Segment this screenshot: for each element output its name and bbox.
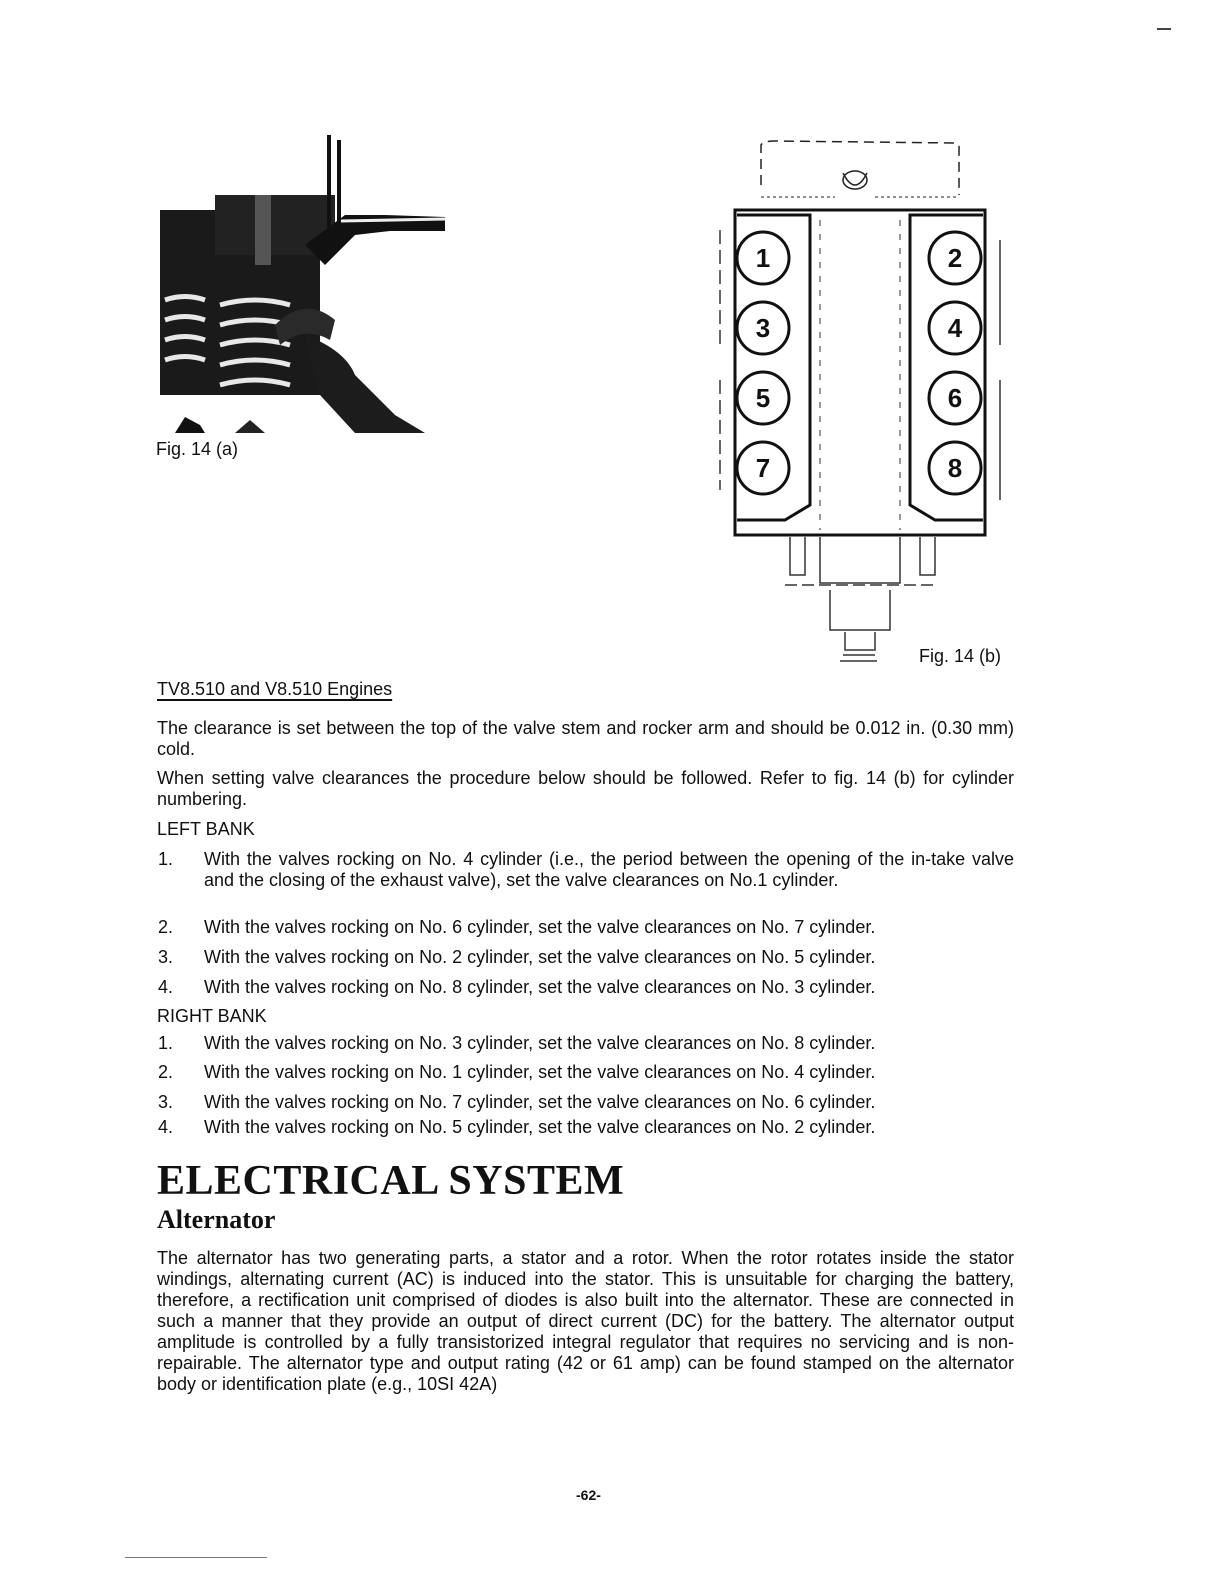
fig-14b-cylinder-diagram [715,135,1015,665]
cylinder-number-4: 4 [947,313,963,343]
right-bank-item-2 [158,1062,1014,1084]
item-number: 3. [158,1092,174,1112]
item-text: With the valves rocking on No. 7 cylinder, set the valve clearances on No. 6 cylinder. [204,1092,876,1112]
cylinder-number-6: 6 [947,383,963,413]
item-number: 1. [158,849,174,869]
left-bank-item-3 [158,947,1014,969]
item-number: 4. [158,1117,174,1137]
procedure-paragraph: When setting valve clearances the procedure below should be followed. Refer to fig. 14 (b) for cylinder numbering. [157,768,1014,809]
item-text: With the valves rocking on No. 1 cylinder, set the valve clearances on No. 4 cylinder. [204,1062,876,1082]
right-bank-item-1 [158,1033,1014,1055]
item-text: With the valves rocking on No. 2 cylinder, set the valve clearances on No. 5 cylinder. [204,947,876,967]
item-text: With the valves rocking on No. 6 cylinder, set the valve clearances on No. 7 cylinder. [204,917,876,937]
cylinder-number-2: 2 [947,243,963,273]
cylinder-number-5: 5 [755,383,771,413]
clearance-paragraph: The clearance is set between the top of the valve stem and rocker arm and should be 0.012 in. (0.30 mm) cold. [157,718,1014,759]
fig-14b-caption: Fig. 14 (b) [919,646,1002,666]
section-heading: TV8.510 and V8.510 Engines [157,679,393,699]
fig-14a-photo [155,135,455,435]
scan-edge-mark [1157,28,1171,30]
right-bank-item-3 [158,1092,1014,1114]
item-text: With the valves rocking on No. 5 cylinder, set the valve clearances on No. 2 cylinder. [204,1117,876,1137]
cylinder-number-7: 7 [755,453,771,483]
cylinder-number-8: 8 [947,453,963,483]
item-number: 2. [158,917,174,937]
right-bank-item-4 [158,1117,1014,1139]
cylinder-number-1: 1 [755,243,771,273]
item-text: With the valves rocking on No. 3 cylinder, set the valve clearances on No. 8 cylinder. [204,1033,876,1053]
alternator-subtitle: Alternator [157,1205,276,1234]
item-number: 4. [158,977,174,997]
right-bank-label: RIGHT BANK [157,1006,267,1026]
scan-footer-line [125,1557,267,1558]
electrical-system-title: ELECTRICAL SYSTEM [157,1158,625,1204]
item-number: 3. [158,947,174,967]
cylinder-number-3: 3 [755,313,771,343]
left-bank-label: LEFT BANK [157,819,255,839]
fig-14a-caption: Fig. 14 (a) [156,439,239,459]
left-bank-item-2 [158,917,1014,939]
item-text: With the valves rocking on No. 4 cylinder (i.e., the period between the opening of the in-take valve and the closing of the exhaust valve), set the valve clearances on No.1 cylinder. [204,849,1014,890]
item-number: 1. [158,1033,174,1053]
page-number: -62- [576,1487,601,1503]
item-text: With the valves rocking on No. 8 cylinder, set the valve clearances on No. 3 cylinder. [204,977,876,997]
item-number: 2. [158,1062,174,1082]
left-bank-item-4 [158,977,1014,999]
alternator-paragraph: The alternator has two generating parts, a stator and a rotor. When the rotor rotates inside the stator windings, alternating current (AC) is induced into the stator. This is unsuitable for charging the battery, therefore, a rectification unit comprised of diodes is also built into the alternator. These are connected in such a manner that they provide an output of direct current (DC) for the battery. The alternator output amplitude is controlled by a fully transistorized integral regulator that requires no servicing and is non-repairable. The alternator type and output rating (42 or 61 amp) can be found stamped on the alternator body or identification plate (e.g., 10SI 42A) [157,1248,1014,1394]
left-bank-item-1 [158,849,1014,915]
